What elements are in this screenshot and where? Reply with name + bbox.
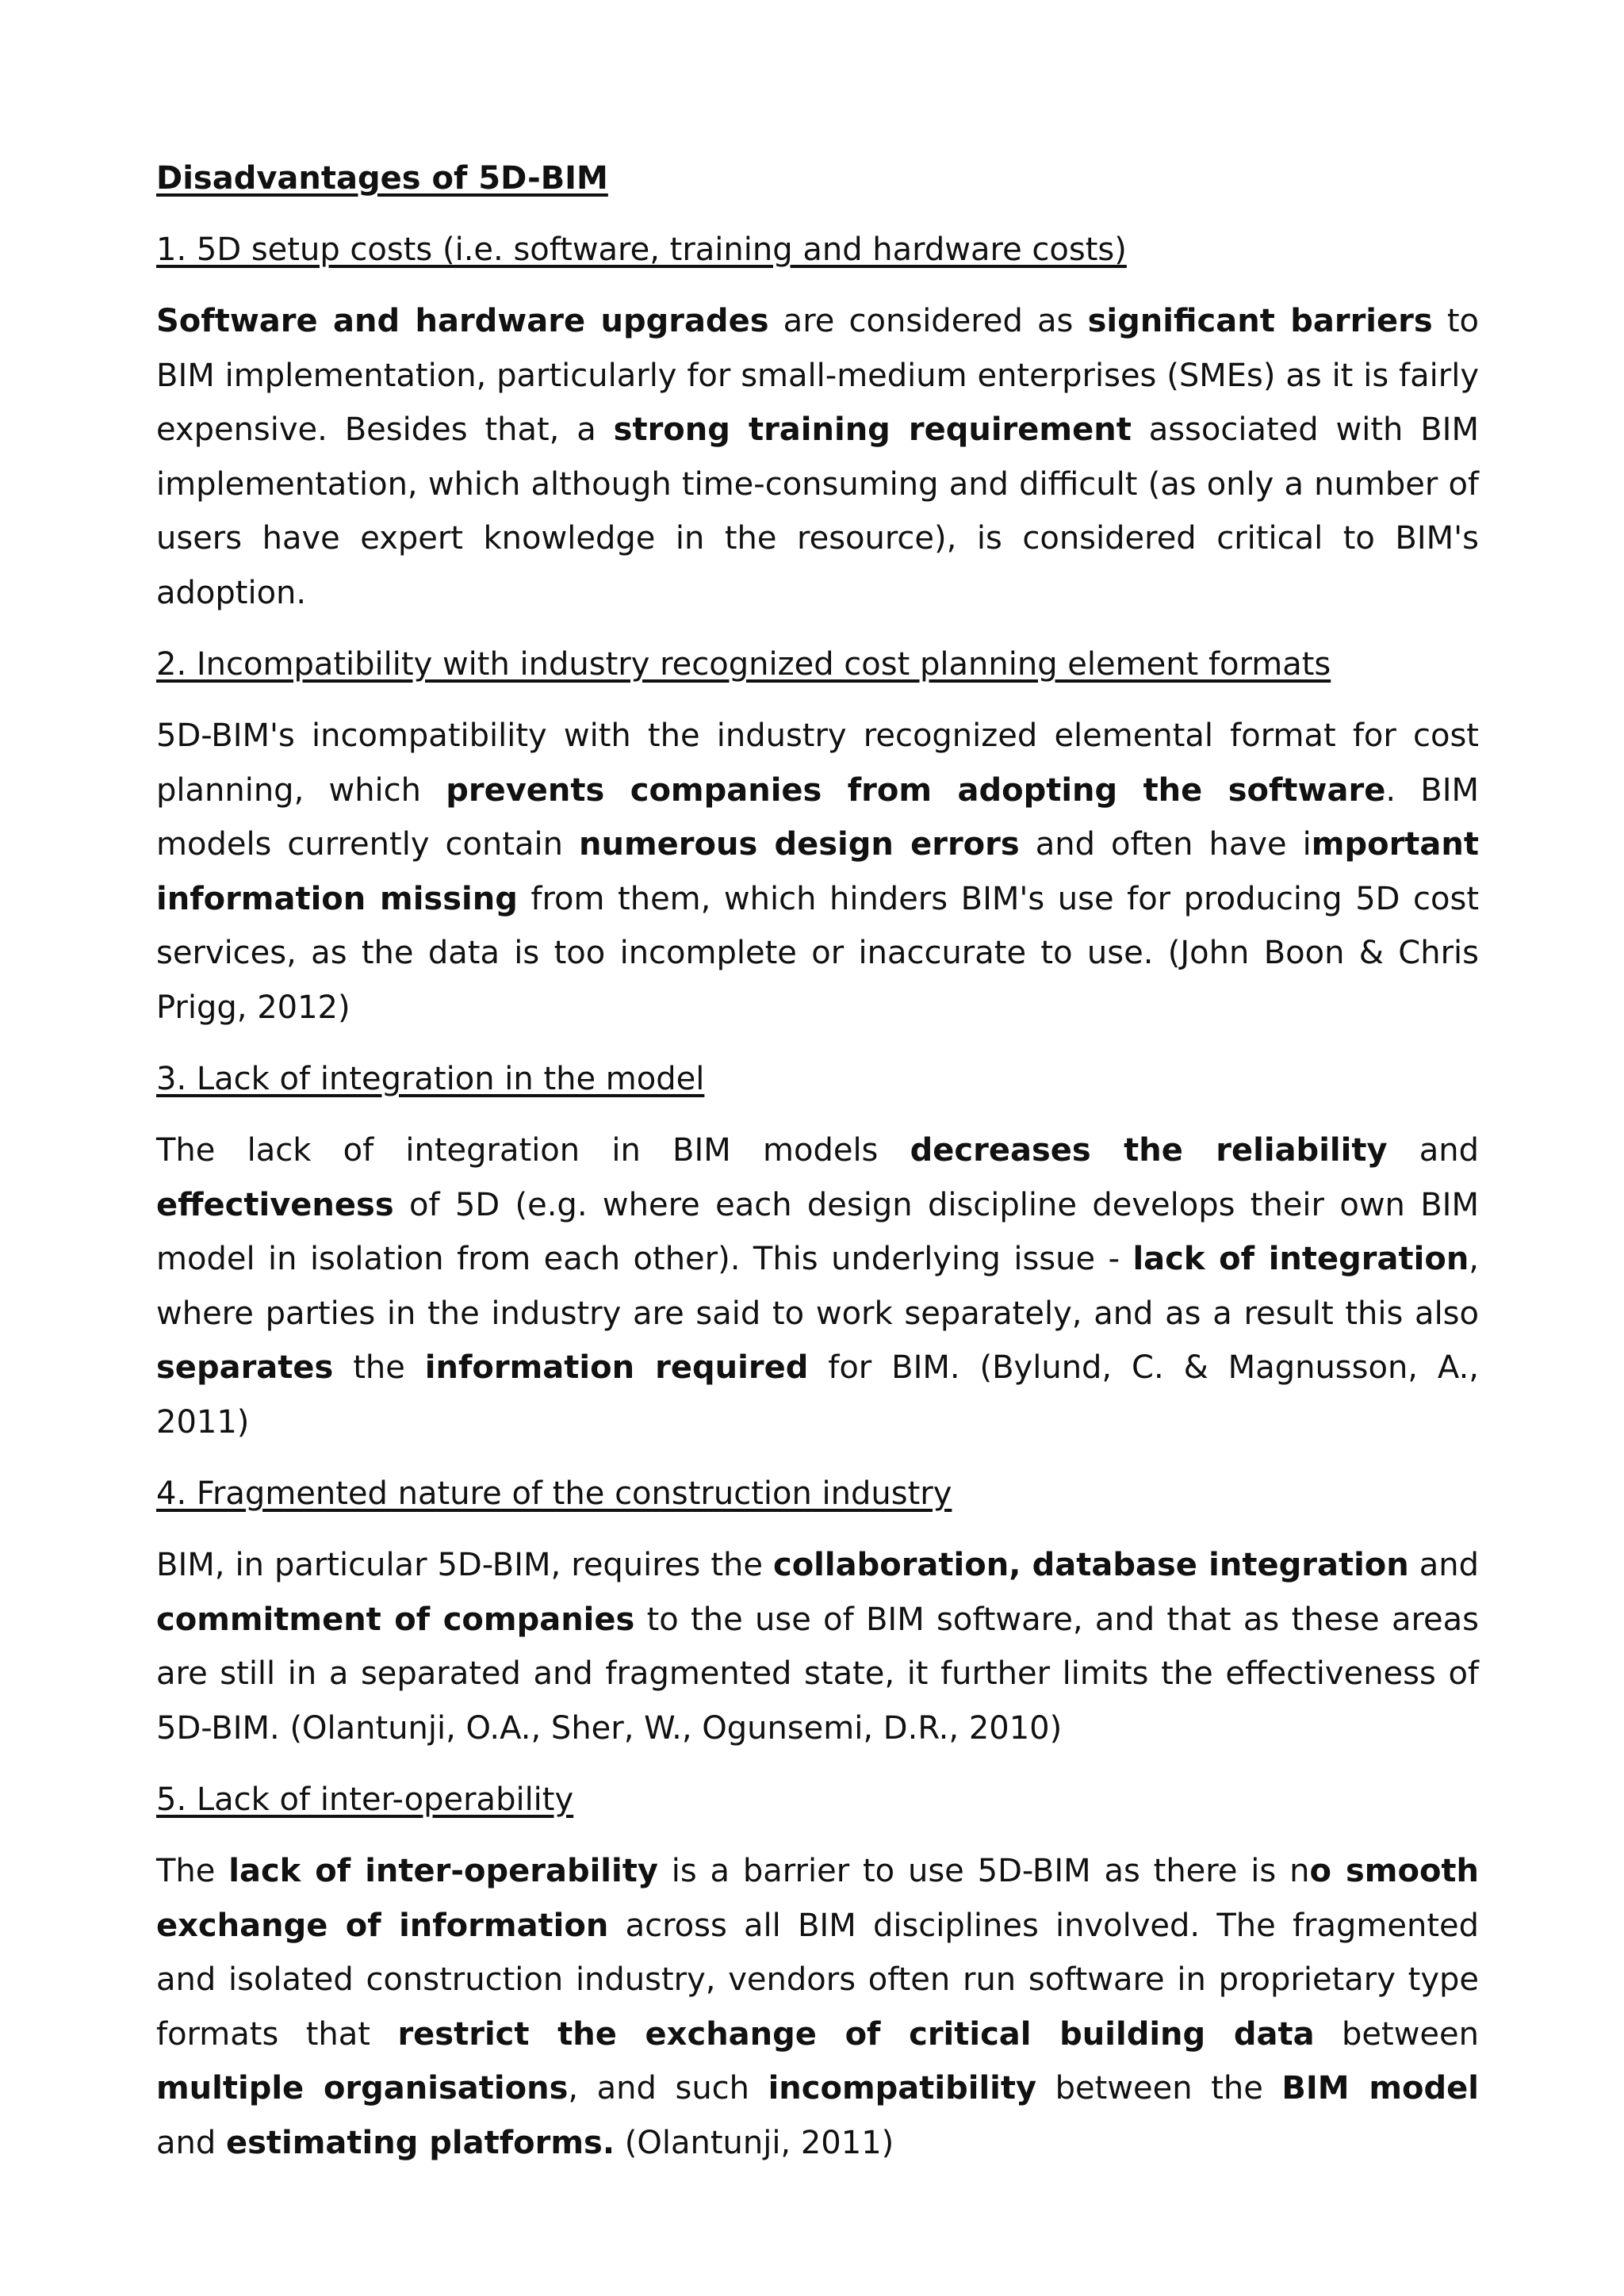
body-text: , and such (568, 2070, 768, 2107)
bold-text: BIM model (1281, 2070, 1479, 2107)
body-text: and (1387, 1132, 1479, 1169)
body-text: 5D-BIM's incompatibility with the industry recognized elemental format for cost planning, which (156, 718, 1479, 809)
bold-text: collaboration, database integration (772, 1547, 1409, 1583)
section-3 (156, 1055, 1479, 1449)
body-text: to BIM implementation, particularly for small-medium enterprises (SMEs) as it is fairly expensive. Besides that, a (156, 303, 1480, 448)
body-text: The lack of integration in BIM models (156, 1132, 910, 1169)
section-heading: 2. Incompatibility with industry recognized cost planning element formats (156, 646, 1331, 683)
body-text: between the (1036, 2070, 1282, 2107)
body-text: from them, which hinders BIM's use for producing 5D cost services, as the data is too incomplete or inaccurate to use. (John Boon & Chris Prigg, 2012) (156, 880, 1480, 1026)
section-paragraph (156, 294, 1479, 620)
bold-text: multiple organisations (156, 2070, 569, 2107)
body-text: and (156, 2124, 226, 2161)
bold-text: lack of inter-operability (228, 1853, 658, 1889)
body-text: . BIM models currently contain (156, 771, 1479, 863)
section-4 (156, 1470, 1479, 1755)
body-text: is a barrier to use 5D-BIM as there is n (657, 1853, 1310, 1889)
bold-text: Software and hardware upgrades (156, 303, 769, 339)
body-text: The (156, 1853, 229, 1889)
body-text: BIM, in particular 5D-BIM, requires the (156, 1547, 773, 1583)
bold-text: restrict the exchange of critical building data (397, 2015, 1315, 2053)
bold-text: separates (156, 1349, 334, 1386)
bold-text: mportant information missing (156, 826, 1480, 917)
section-5 (156, 1776, 1479, 2170)
bold-text: decreases the reliability (910, 1132, 1388, 1169)
section-heading: 1. 5D setup costs (i.e. software, training and hardware costs) (156, 232, 1127, 268)
section-heading: 4. Fragmented nature of the construction industry (156, 1475, 952, 1512)
bold-text: significant barriers (1087, 303, 1433, 339)
section-paragraph (156, 709, 1479, 1035)
bold-text: o smooth exchange of information (156, 1853, 1480, 1944)
bold-text: information required (424, 1349, 809, 1386)
body-text: for BIM. (Bylund, C. & Magnusson, A., 2011) (156, 1349, 1480, 1441)
bold-text: prevents companies from adopting the software (446, 771, 1386, 809)
body-text: across all BIM disciplines involved. The fragmented and isolated construction industry, vendors often run software in proprietary type formats that (156, 1907, 1480, 2053)
body-text: are considered as (768, 303, 1088, 339)
bold-text: numerous design errors (579, 826, 1020, 863)
sections-container (156, 226, 1479, 2170)
bold-text: effectiveness (156, 1186, 394, 1223)
bold-text: strong training requirement (613, 411, 1132, 448)
bold-text: commitment of companies (156, 1601, 635, 1638)
body-text: (Olantunji, 2011) (615, 2124, 894, 2161)
section-heading: 5. Lack of inter-operability (156, 1781, 574, 1818)
body-text: and (1408, 1547, 1479, 1583)
body-text: to the use of BIM software, and that as these areas are still in a separated and fragmented state, it further limits the effectiveness of 5D-BIM. (Olantunji, O.A., Sher, W., Ogunsemi, D.R., 2010) (156, 1601, 1479, 1747)
bold-text: estimating platforms. (225, 2124, 615, 2161)
body-text: , where parties in the industry are said to work separately, and as a result this also (156, 1241, 1480, 1332)
section-heading: 3. Lack of integration in the model (156, 1061, 705, 1097)
document-page (156, 155, 1479, 2191)
body-text: of 5D (e.g. where each design discipline develops their own BIM model in isolation from each other). This underlying issue - (156, 1186, 1479, 1277)
body-text: and often have i (1019, 826, 1312, 863)
section-1 (156, 226, 1479, 620)
bold-text: lack of integration (1132, 1241, 1469, 1277)
section-2 (156, 641, 1479, 1035)
body-text: between (1314, 2015, 1479, 2053)
section-paragraph (156, 1123, 1479, 1449)
section-paragraph (156, 1844, 1479, 2170)
body-text: the (333, 1349, 425, 1386)
bold-text: incompatibility (768, 2070, 1037, 2107)
body-text: associated with BIM implementation, which although time-consuming and difficult (as only a number of users have expert knowledge in the resource), is considered critical to BIM's adoption. (156, 411, 1479, 611)
document-title: Disadvantages of 5D-BIM (156, 160, 608, 197)
section-paragraph (156, 1538, 1479, 1755)
